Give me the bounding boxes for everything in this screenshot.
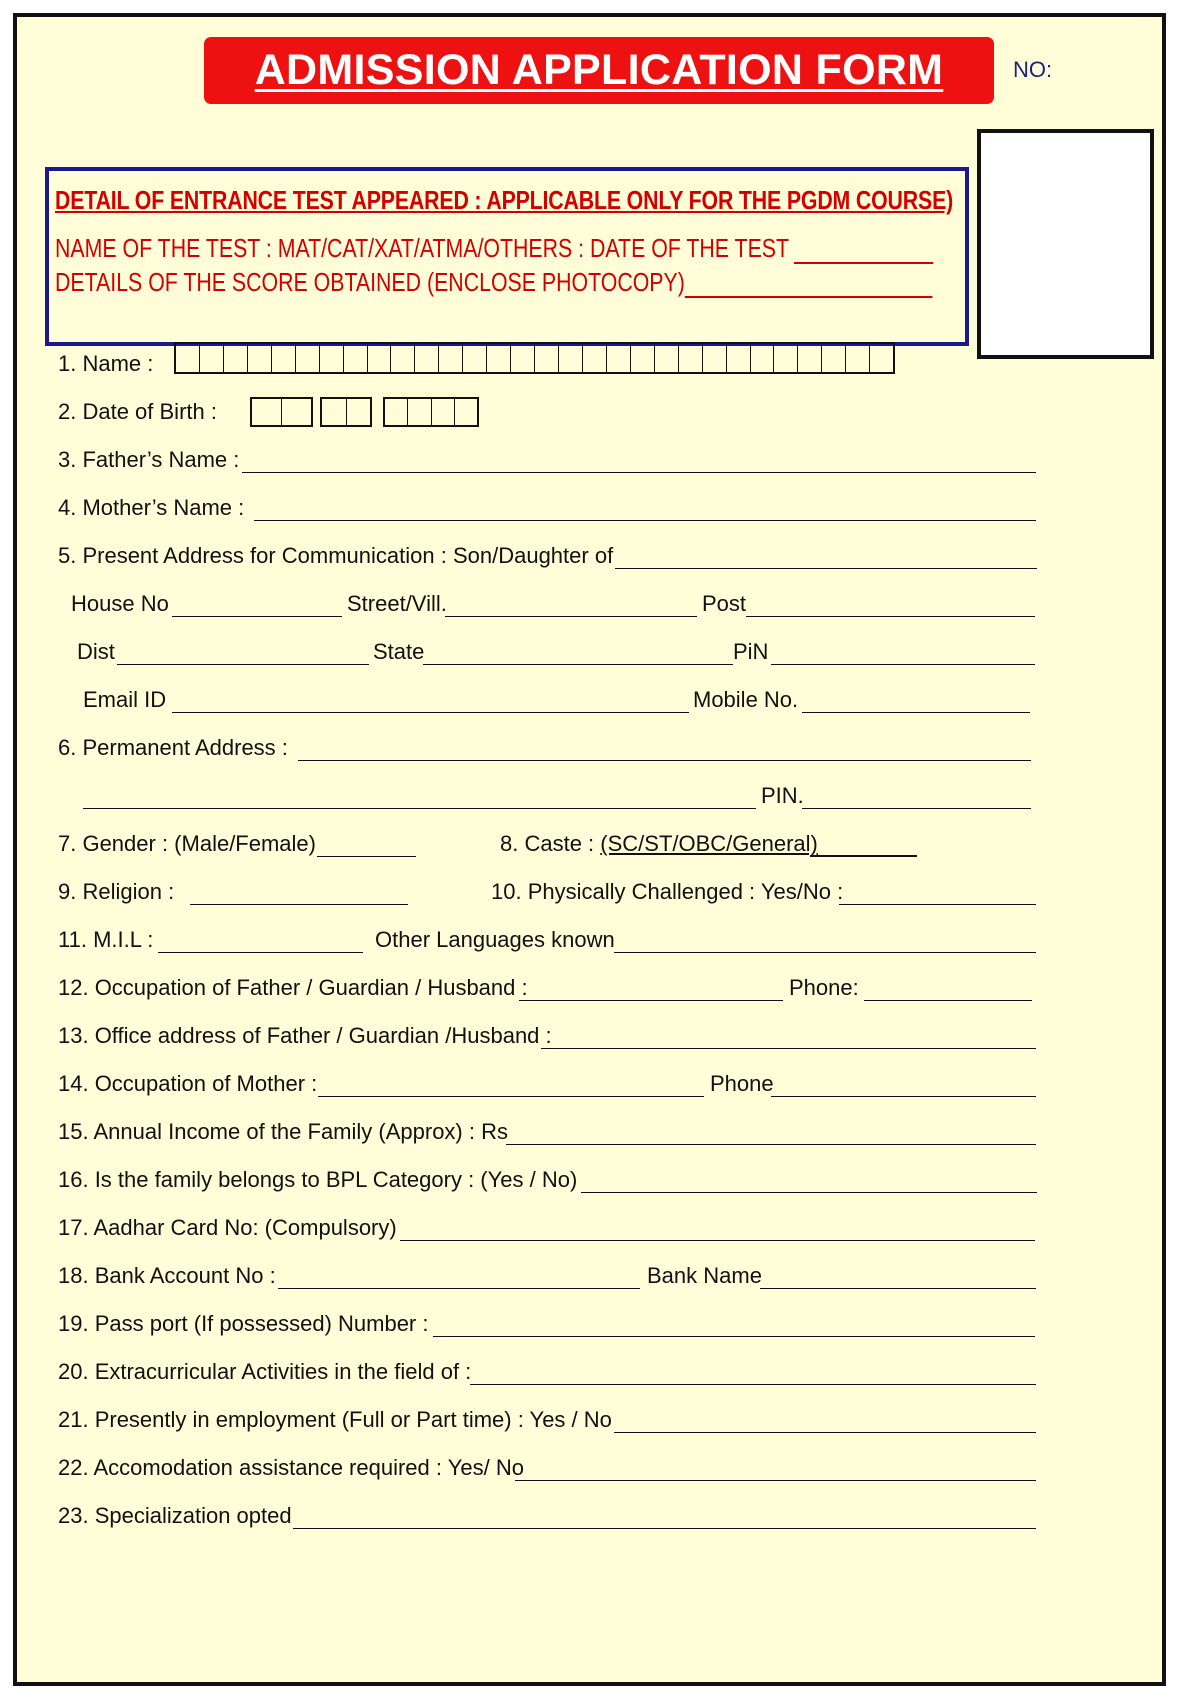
mother-name-field[interactable]: [254, 519, 1036, 521]
name-boxes[interactable]: [174, 342, 895, 374]
bpl-field[interactable]: [581, 1191, 1037, 1193]
passport-field[interactable]: [433, 1335, 1035, 1337]
state-field[interactable]: [423, 663, 733, 665]
dob-year-boxes[interactable]: [383, 397, 479, 427]
name-label: 1. Name :: [58, 351, 154, 376]
religion-label: 9. Religion :: [58, 879, 175, 904]
mother-name-label: 4. Mother’s Name :: [58, 495, 245, 520]
permanent-pin-label: PIN.: [761, 783, 804, 808]
title-banner: [204, 37, 994, 104]
test-name-line: [55, 233, 933, 264]
row-passport: [17, 1307, 1170, 1347]
permanent-address-line2-field[interactable]: [83, 807, 756, 809]
father-name-field[interactable]: [242, 471, 1036, 473]
other-languages-label: Other Languages known: [375, 927, 615, 952]
office-address-label: 13. Office address of Father / Guardian /Husband :: [58, 1023, 552, 1048]
caste-field[interactable]: [810, 854, 917, 857]
test-score-line: [55, 267, 932, 298]
street-field[interactable]: [445, 615, 697, 617]
permanent-pin-field[interactable]: [802, 807, 1031, 809]
bank-name-label: Bank Name: [647, 1263, 762, 1288]
row-annual-income: [17, 1115, 1170, 1155]
annual-income-field[interactable]: [506, 1143, 1036, 1145]
employment-field[interactable]: [614, 1431, 1036, 1433]
father-name-label: 3. Father’s Name :: [58, 447, 240, 472]
caste-label: [500, 831, 818, 857]
passport-label: 19. Pass port (If possessed) Number :: [58, 1311, 429, 1336]
entrance-test-heading: DETAIL OF ENTRANCE TEST APPEARED : APPLICABLE ONLY FOR THE PGDM COURSE): [55, 185, 954, 215]
permanent-address-field[interactable]: [298, 759, 1031, 761]
row-mother-name: [17, 491, 1170, 531]
aadhar-field[interactable]: [400, 1239, 1035, 1241]
row-present-address: [17, 539, 1170, 579]
father-phone-label: Phone:: [789, 975, 859, 1000]
mobile-field[interactable]: [802, 711, 1030, 713]
email-label: Email ID: [83, 687, 167, 712]
dist-field[interactable]: [117, 663, 369, 665]
caste-prefix: 8. Caste :: [500, 831, 601, 856]
test-score-field[interactable]: [685, 276, 933, 298]
dob-day-boxes[interactable]: [250, 397, 313, 427]
gender-field[interactable]: [317, 855, 416, 857]
physically-challenged-label: 10. Physically Challenged : Yes/No :: [491, 879, 844, 904]
dob-month-boxes[interactable]: [320, 397, 372, 427]
row-religion-challenged: [17, 875, 1170, 915]
row-bpl: [17, 1163, 1170, 1203]
row-accommodation: [17, 1451, 1170, 1491]
annual-income-label: 15. Annual Income of the Family (Approx) : Rs: [58, 1119, 508, 1144]
father-occupation-field[interactable]: [519, 999, 783, 1001]
photo-box[interactable]: [977, 129, 1154, 359]
mother-phone-label: Phone: [710, 1071, 774, 1096]
bank-name-field[interactable]: [760, 1287, 1036, 1289]
son-daughter-of-field[interactable]: [615, 567, 1037, 569]
email-field[interactable]: [172, 711, 689, 713]
state-label: State: [373, 639, 425, 664]
application-form-page: [13, 13, 1166, 1686]
other-languages-field[interactable]: [614, 951, 1036, 953]
row-extracurricular: [17, 1355, 1170, 1395]
bank-account-label: 18. Bank Account No :: [58, 1263, 276, 1288]
office-address-field[interactable]: [541, 1047, 1036, 1049]
row-father-occupation: [17, 971, 1170, 1011]
mother-occupation-field[interactable]: [318, 1095, 704, 1097]
row-father-name: [17, 443, 1170, 483]
extracurricular-label: 20. Extracurricular Activities in the field of :: [58, 1359, 472, 1384]
dist-label: Dist: [77, 639, 115, 664]
row-permanent-address: [17, 731, 1170, 771]
father-occupation-label: 12. Occupation of Father / Guardian / Husband :: [58, 975, 528, 1000]
street-label: Street/Vill.: [347, 591, 447, 616]
present-address-label: 5. Present Address for Communication : Son/Daughter of: [58, 543, 614, 568]
gender-label: 7. Gender : (Male/Female): [58, 831, 316, 856]
post-label: Post: [702, 591, 747, 616]
bank-account-field[interactable]: [278, 1287, 640, 1289]
father-phone-field[interactable]: [864, 999, 1032, 1001]
mother-occupation-label: 14. Occupation of Mother :: [58, 1071, 318, 1096]
physically-challenged-field[interactable]: [839, 903, 1036, 905]
row-specialization: [17, 1499, 1170, 1539]
employment-label: 21. Presently in employment (Full or Part time) : Yes / No: [58, 1407, 612, 1432]
row-aadhar: [17, 1211, 1170, 1251]
row-house-street-post: [17, 587, 1170, 627]
specialization-field[interactable]: [293, 1527, 1036, 1529]
row-name: [17, 347, 1170, 387]
row-office-address: [17, 1019, 1170, 1059]
pin-label: PiN: [733, 639, 769, 664]
form-number-label: NO:: [1013, 57, 1053, 82]
accommodation-label: 22. Accomodation assistance required : Yes/ No: [58, 1455, 524, 1480]
test-date-field[interactable]: [794, 242, 933, 264]
form-title: ADMISSION APPLICATION FORM: [254, 46, 944, 94]
aadhar-label: 17. Aadhar Card No: (Compulsory): [58, 1215, 397, 1240]
mother-phone-field[interactable]: [771, 1095, 1036, 1097]
row-email-mobile: [17, 683, 1170, 723]
bpl-label: 16. Is the family belongs to BPL Category : (Yes / No): [58, 1167, 578, 1192]
row-languages: [17, 923, 1170, 963]
mil-field[interactable]: [158, 951, 363, 953]
house-no-label: House No: [71, 591, 169, 616]
caste-options: (SC/ST/OBC/General): [600, 831, 818, 856]
extracurricular-field[interactable]: [470, 1383, 1036, 1385]
row-employment: [17, 1403, 1170, 1443]
test-score-label: DETAILS OF THE SCORE OBTAINED (ENCLOSE PHOTOCOPY): [55, 267, 685, 297]
row-dist-state-pin: [17, 635, 1170, 675]
row-bank: [17, 1259, 1170, 1299]
specialization-label: 23. Specialization opted: [58, 1503, 292, 1528]
permanent-address-label: 6. Permanent Address :: [58, 735, 288, 760]
row-permanent-pin: [17, 779, 1170, 819]
test-name-label: NAME OF THE TEST : MAT/CAT/XAT/ATMA/OTHERS : DATE OF THE TEST: [55, 233, 790, 263]
row-mother-occupation: [17, 1067, 1170, 1107]
mobile-label: Mobile No.: [693, 687, 799, 712]
row-gender-caste: [17, 827, 1170, 867]
accommodation-field[interactable]: [515, 1479, 1036, 1481]
post-field[interactable]: [746, 615, 1035, 617]
mil-label: 11. M.I.L :: [58, 927, 154, 952]
pin-field[interactable]: [771, 663, 1035, 665]
religion-field[interactable]: [190, 903, 408, 905]
house-no-field[interactable]: [172, 615, 342, 617]
dob-label: 2. Date of Birth :: [58, 399, 217, 424]
row-dob: [17, 395, 1170, 435]
